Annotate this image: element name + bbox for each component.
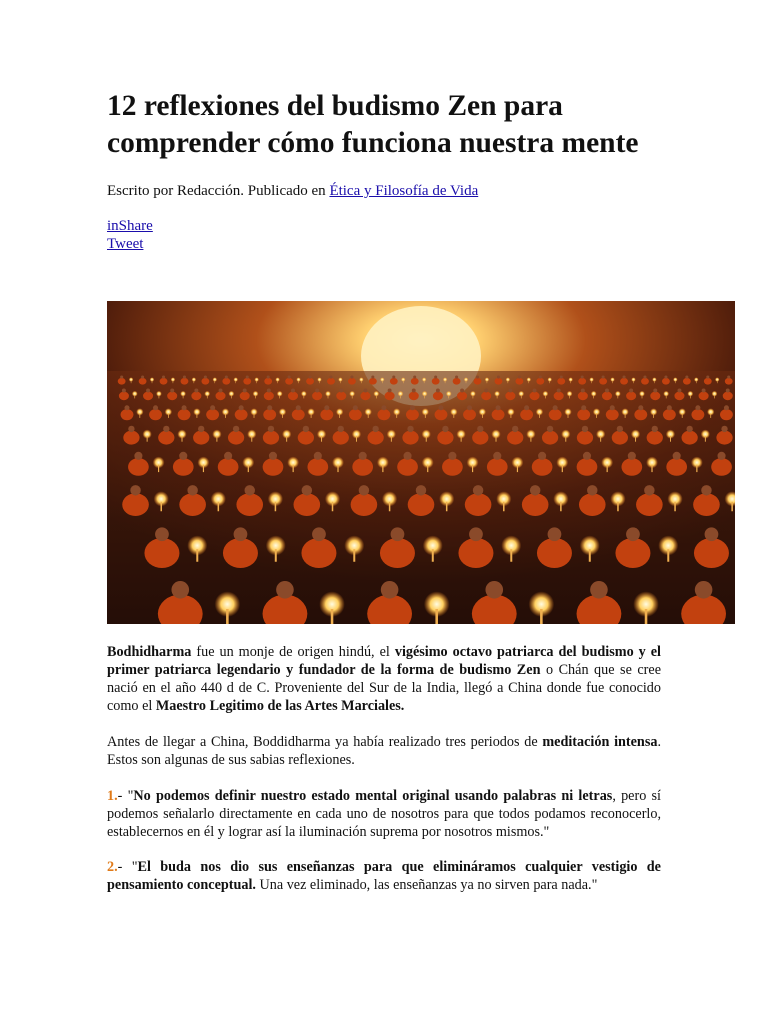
reflection-number: 2. [107, 859, 118, 875]
reflection-2 [107, 858, 661, 894]
article-title: 12 reflexiones del budismo Zen para comprender cómo funciona nuestra mente [107, 90, 639, 159]
share-links [107, 217, 153, 253]
paragraph-meditation [107, 733, 661, 769]
tweet-link[interactable]: Tweet [107, 236, 144, 252]
text-span: , pero sí podemos señalarlo directamente en cada uno de nosotros para que todos podamos reconocerlo, establecernos en él y lograr así la iluminación suprema por nosotros mismos." [107, 788, 661, 840]
reflection-1 [107, 787, 661, 841]
reflection-number: 1. [107, 788, 118, 804]
paragraph-intro [107, 643, 661, 715]
text-span: - " [117, 859, 138, 875]
byline-text: Escrito por Redacción. Publicado en [107, 183, 330, 199]
bold-patriarca: vigésimo octavo patriarca del budismo y el primer patriarca legendario y fundador de la forma de budismo Zen [107, 644, 661, 678]
text-span: Una vez eliminado, las enseñanzas ya no sirven para nada." [255, 877, 598, 893]
bold-bodhidharma: Bodhidharma [107, 644, 192, 660]
monks-meditation-photo [107, 301, 735, 624]
reflection-quote-bold: No podemos definir nuestro estado mental original usando palabras ni letras [133, 788, 613, 804]
text-span: o Chán que se cree nació en el año 440 d de C. Proveniente del Sur de la India, llegó a China donde fue conocido como el [107, 662, 661, 714]
bold-meditacion: meditación intensa [542, 734, 658, 750]
bold-maestro: Maestro Legitimo de las Artes Marciales. [155, 698, 405, 714]
text-span: . Estos son algunas de sus sabias reflexiones. [107, 734, 661, 768]
reflection-quote-bold: El buda nos dio sus enseñanzas para que elimináramos cualquier vestigio de pensamiento conceptual. [107, 859, 661, 893]
byline [107, 182, 478, 200]
category-link[interactable]: Ética y Filosofía de Vida [329, 183, 479, 199]
text-span: fue un monje de origen hindú, el [191, 644, 395, 660]
inshare-link[interactable]: inShare [107, 218, 153, 234]
text-span: - " [117, 788, 134, 804]
text-span: Antes de llegar a China, Boddidharma ya había realizado tres periodos de [107, 734, 543, 750]
